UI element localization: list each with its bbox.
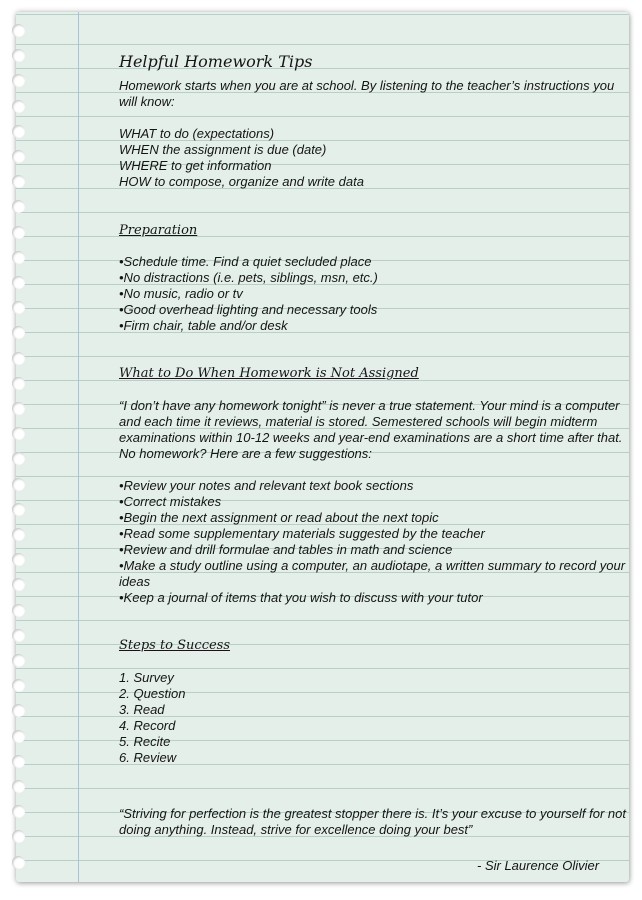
binder-hole: [12, 629, 25, 642]
binder-hole: [12, 251, 25, 264]
binder-hole: [12, 301, 25, 314]
binder-hole: [12, 553, 25, 566]
list-item: •Read some supplementary materials suggested by the teacher: [119, 526, 485, 541]
list-item: •Firm chair, table and/or desk: [119, 318, 288, 333]
list-item: 6. Review: [119, 750, 177, 765]
list-item: WHERE to get information: [119, 158, 272, 173]
list-item: 3. Read: [119, 702, 165, 717]
binder-hole: [12, 578, 25, 591]
section-heading-steps: Steps to Success: [119, 638, 231, 653]
binder-hole: [12, 100, 25, 113]
binder-hole: [12, 755, 25, 768]
binder-hole: [12, 730, 25, 743]
binder-hole: [12, 503, 25, 516]
section-heading-preparation: Preparation: [119, 223, 198, 238]
binder-hole: [12, 326, 25, 339]
notebook-paper: [16, 12, 629, 882]
binder-hole: [12, 704, 25, 717]
binder-hole: [12, 150, 25, 163]
list-item: HOW to compose, organize and write data: [119, 174, 364, 189]
binder-hole: [12, 377, 25, 390]
binder-hole: [12, 452, 25, 465]
list-item: •No music, radio or tv: [119, 286, 243, 301]
binder-hole: [12, 654, 25, 667]
binder-hole: [12, 276, 25, 289]
list-item: •Review your notes and relevant text book sections: [119, 478, 414, 493]
steps-list: [119, 670, 634, 766]
intro-list: [119, 126, 634, 190]
quote-text: “Striving for perfection is the greatest stopper there is. It’s your excuse to yourself for not doing anything. Instead, strive for excellence doing your best”: [119, 806, 626, 837]
list-item: WHAT to do (expectations): [119, 126, 275, 141]
binder-hole: [12, 402, 25, 415]
binder-hole: [12, 352, 25, 365]
binder-hole: [12, 805, 25, 818]
margin-line: [78, 12, 79, 882]
list-item: •Correct mistakes: [119, 494, 222, 509]
binder-hole: [12, 478, 25, 491]
binder-hole: [12, 74, 25, 87]
quote-attribution: - Sir Laurence Olivier: [477, 858, 600, 873]
list-item: •No distractions (i.e. pets, siblings, msn, etc.): [119, 270, 378, 285]
list-item: 1. Survey: [119, 670, 174, 685]
binder-hole: [12, 226, 25, 239]
binder-hole: [12, 604, 25, 617]
preparation-list: [119, 254, 634, 334]
list-item: 2. Question: [119, 686, 186, 701]
section-heading-not-assigned: What to Do When Homework is Not Assigned: [119, 366, 419, 381]
binder-hole: [12, 679, 25, 692]
list-item: 5. Recite: [119, 734, 171, 749]
binder-hole: [12, 200, 25, 213]
binder-hole: [12, 856, 25, 869]
suggestions-list: [119, 478, 634, 606]
intro-paragraph: Homework starts when you are at school. By listening to the teacher’s instructions you will know:: [119, 78, 615, 109]
binder-hole: [12, 780, 25, 793]
binder-hole: [12, 49, 25, 62]
binder-hole: [12, 125, 25, 138]
list-item: 4. Record: [119, 718, 176, 733]
binder-hole: [12, 427, 25, 440]
binder-hole: [12, 528, 25, 541]
list-item: •Keep a journal of items that you wish to discuss with your tutor: [119, 590, 483, 605]
binder-hole: [12, 24, 25, 37]
list-item: WHEN the assignment is due (date): [119, 142, 327, 157]
binder-hole: [12, 830, 25, 843]
page-title: Helpful Homework Tips: [119, 52, 313, 71]
not-assigned-paragraph: “I don’t have any homework tonight” is never a true statement. Your mind is a computer and each time it reviews, material is stored. Semestered schools will begin midterm examinations within 10-12 weeks and year-end examinations are a short time after that. No homework? Here are a few suggestions:: [119, 398, 623, 461]
binder-hole: [12, 175, 25, 188]
list-item: •Begin the next assignment or read about the next topic: [119, 510, 439, 525]
list-item: •Schedule time. Find a quiet secluded place: [119, 254, 372, 269]
list-item: •Review and drill formulae and tables in math and science: [119, 542, 453, 557]
list-item: •Make a study outline using a computer, an audiotape, a written summary to record your ideas: [119, 558, 626, 589]
list-item: •Good overhead lighting and necessary tools: [119, 302, 378, 317]
